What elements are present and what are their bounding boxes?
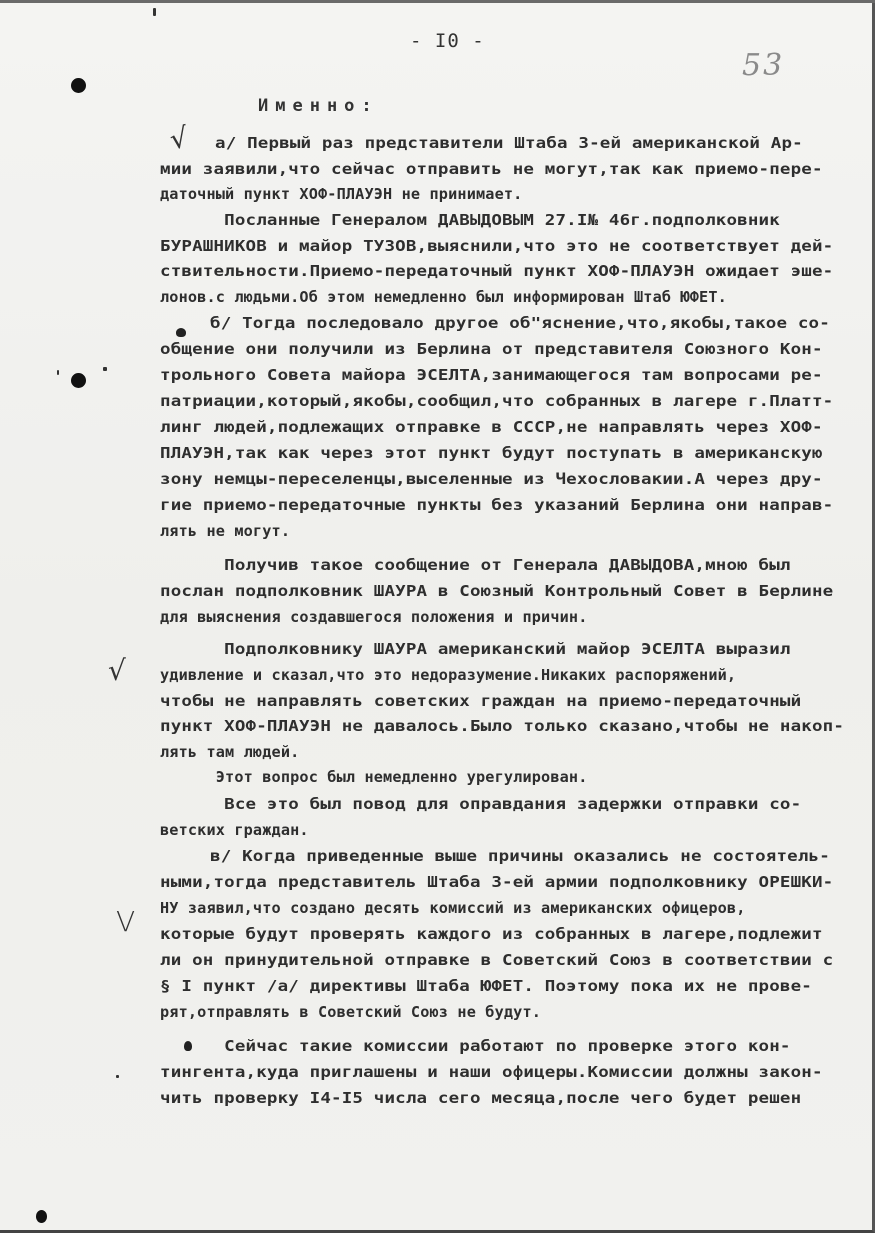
text-line: б/ Тогда последовало другое об"яснение,что,якобы,такое со- <box>210 314 830 332</box>
text-line: Все это был повод для оправдания задержки отправки со- <box>160 795 802 813</box>
text-line: чить проверку I4-I5 числа сего месяца,после чего будет решен <box>160 1089 802 1107</box>
text-line: пункт ХОФ-ПЛАУЭН не давалось.Было только сказано,чтобы не накоп- <box>160 717 845 735</box>
text-line: БУРАШНИКОВ и майор ТУЗОВ,выяснили,что это не соответствует дей- <box>160 237 834 255</box>
section-heading: Именно: <box>258 96 379 116</box>
text-line: послан подполковник ШАУРА в Союзный Контрольный Совет в Берлине <box>160 582 834 600</box>
scan-edge <box>0 0 875 3</box>
text-line: рят,отправлять в Советский Союз не будут. <box>160 1003 542 1021</box>
text-line: НУ заявил,что создано десять комиссий из американских офицеров, <box>160 899 746 917</box>
text-line: Подполковнику ШАУРА американский майор ЭСЕЛТА выразил <box>160 640 791 658</box>
text-line: Этот вопрос был немедленно урегулирован. <box>160 768 588 786</box>
check-mark-icon: V <box>116 905 136 938</box>
text-line: а/ Первый раз представители Штаба 3-ей американской Ар- <box>215 134 803 152</box>
text-line: в/ Когда приведенные выше причины оказались не состоятель- <box>210 847 830 865</box>
ink-blot-icon <box>176 328 186 337</box>
text-line: общение они получили из Берлина от представителя Союзного Кон- <box>160 340 823 358</box>
ink-speck <box>57 370 59 375</box>
archive-folio-number: 53 <box>742 48 785 83</box>
text-line: Сейчас такие комиссии работают по проверке этого кон- <box>160 1037 791 1055</box>
check-mark-icon: √ <box>108 654 126 687</box>
text-line: для выяснения создавшегося положения и причин. <box>160 608 588 626</box>
check-mark-icon: √ <box>167 120 191 157</box>
text-line: лять не могут. <box>160 522 291 540</box>
page-number: - I0 - <box>410 30 485 52</box>
text-line: § I пункт /а/ директивы Штаба ЮФЕТ. Поэтому пока их не прове- <box>160 977 812 995</box>
text-line: ветских граждан. <box>160 821 309 839</box>
text-line: которые будут проверять каждого из собранных в лагере,подлежит <box>160 925 823 943</box>
text-line: чтобы не направлять советских граждан на приемо-передаточный <box>160 692 802 710</box>
text-line: ствительности.Приемо-передаточный пункт ХОФ-ПЛАУЭН ожидает эше- <box>160 262 834 280</box>
punch-hole <box>36 1210 47 1223</box>
text-line: лонов.с людьми.Об этом немедленно был информирован Штаб ЮФЕТ. <box>160 288 727 306</box>
text-line: ПЛАУЭН,так как через этот пункт будут поступать в американскую <box>160 444 823 462</box>
text-line: Получив такое сообщение от Генерала ДАВЫДОВА,мною был <box>160 556 791 574</box>
text-line: ли он принудительной отправке в Советский Союз в соответствии с <box>160 951 834 969</box>
text-line: мии заявили,что сейчас отправить не могут,так как приемо-пере- <box>160 160 823 178</box>
text-line: зону немцы-переселенцы,выселенные из Чехословакии.А через дру- <box>160 470 823 488</box>
punch-hole <box>71 78 86 93</box>
text-line: Посланные Генералом ДАВЫДОВЫМ 27.I№ 46г.подполковник <box>160 211 780 229</box>
punch-hole <box>71 373 86 388</box>
text-line: даточный пункт ХОФ-ПЛАУЭН не принимает. <box>160 185 523 203</box>
text-line: ными,тогда представитель Штаба 3-ей армии подполковнику ОРЕШКИ- <box>160 873 834 891</box>
text-line: лять там людей. <box>160 743 300 761</box>
text-line: тингента,куда приглашены и наши офицеры.Комиссии должны закон- <box>160 1063 823 1081</box>
ink-speck <box>103 367 107 371</box>
ink-speck <box>116 1075 119 1078</box>
text-line: удивление и сказал,что это недоразумение.Никаких распоряжений, <box>160 666 737 684</box>
text-line: трольного Совета майора ЭСЕЛТА,занимающегося там вопросами ре- <box>160 366 823 384</box>
ink-speck <box>153 8 156 16</box>
text-line: линг людей,подлежащих отправке в СССР,не направлять через ХОФ- <box>160 418 823 436</box>
text-line: гие приемо-передаточные пункты без указаний Берлина они направ- <box>160 496 834 514</box>
text-line: патриации,который,якобы,сообщил,что собранных в лагере г.Платт- <box>160 392 834 410</box>
